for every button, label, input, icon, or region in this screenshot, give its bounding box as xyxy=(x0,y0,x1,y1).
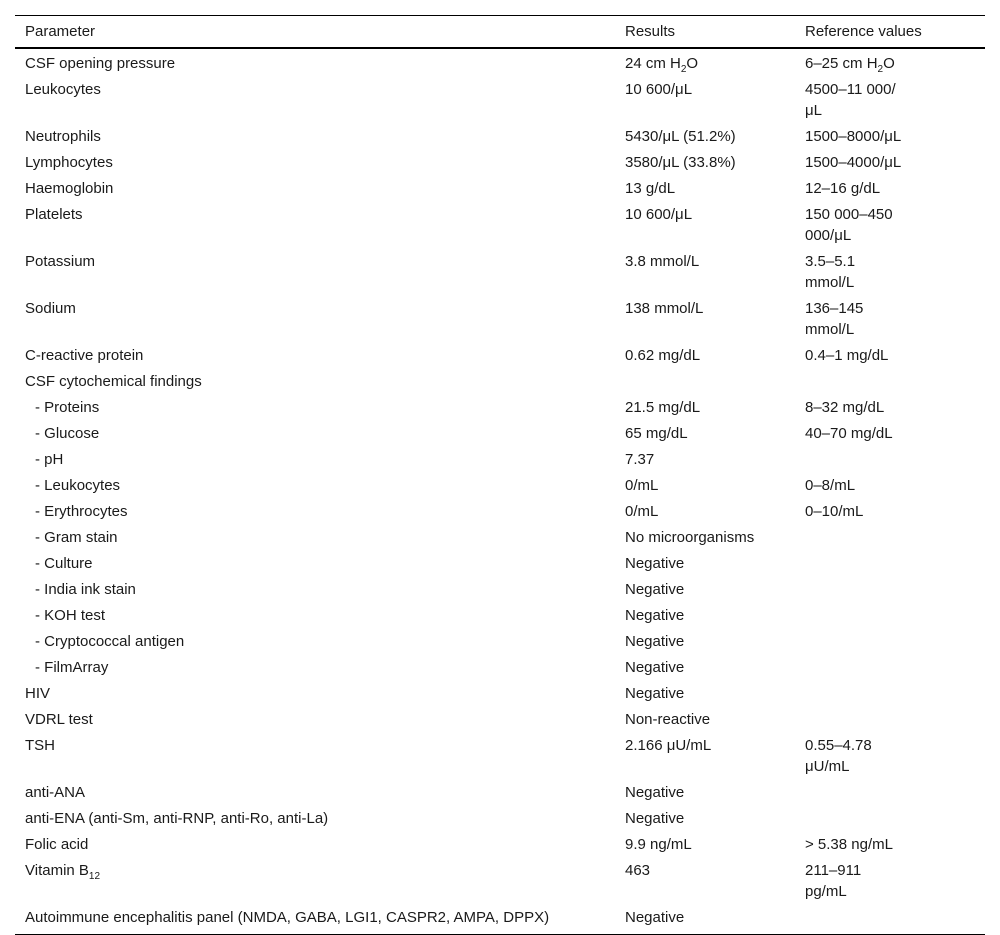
table-row xyxy=(15,707,985,733)
cell-reference: 12–16 g/dL xyxy=(805,180,881,197)
cell-reference: 0.4–1 mg/dL xyxy=(805,347,889,364)
cell-reference: 136–145 mmol/L xyxy=(805,300,864,338)
table-row xyxy=(15,150,985,176)
table-row xyxy=(15,249,985,296)
cell-reference xyxy=(795,525,985,551)
cell-result: No microorganisms xyxy=(625,529,755,546)
header-reference-values: Reference values xyxy=(805,23,922,40)
cell-parameter: Leukocytes xyxy=(25,81,101,98)
cell-result: 2.166 μU/mL xyxy=(625,737,712,754)
table-row-section xyxy=(15,369,985,395)
cell-result: 3580/μL (33.8%) xyxy=(625,154,736,171)
reference-text-after: O xyxy=(883,55,895,72)
cell-parameter xyxy=(15,858,615,905)
cell-result xyxy=(615,48,795,77)
result-text: 24 cm H xyxy=(625,55,681,72)
cell-result: 463 xyxy=(625,862,651,879)
cell-reference: 211–911 pg/mL xyxy=(805,862,862,900)
table-row xyxy=(15,296,985,343)
cell-result: 65 mg/dL xyxy=(625,425,688,442)
cell-result: 3.8 mmol/L xyxy=(625,253,700,270)
cell-reference: > 5.38 ng/mL xyxy=(805,836,893,853)
cell-parameter: Folic acid xyxy=(25,836,89,853)
cell-parameter: - Erythrocytes xyxy=(35,503,128,520)
cell-parameter: - Culture xyxy=(35,555,93,572)
cell-result: Negative xyxy=(625,659,685,676)
cell-reference xyxy=(795,48,985,77)
table-row xyxy=(15,473,985,499)
lab-results-table-container xyxy=(15,15,985,935)
cell-result: 138 mmol/L xyxy=(625,300,704,317)
cell-reference: 1500–4000/μL xyxy=(805,154,902,171)
cell-parameter: VDRL test xyxy=(25,711,93,728)
parameter-text: CSF opening pressure xyxy=(25,55,176,72)
cell-result: 9.9 ng/mL xyxy=(625,836,692,853)
table-row xyxy=(15,124,985,150)
table-row xyxy=(15,905,985,935)
cell-result: 10 600/μL xyxy=(625,206,693,223)
cell-parameter: - KOH test xyxy=(35,607,106,624)
cell-result: 0/mL xyxy=(625,503,659,520)
cell-parameter: - Leukocytes xyxy=(35,477,121,494)
cell-reference xyxy=(795,577,985,603)
header-results: Results xyxy=(625,23,676,40)
reference-text: 6–25 cm H xyxy=(805,55,878,72)
cell-parameter: Sodium xyxy=(25,300,76,317)
cell-parameter: Platelets xyxy=(25,206,83,223)
cell-result: Negative xyxy=(625,909,685,926)
cell-reference: 8–32 mg/dL xyxy=(805,399,885,416)
cell-parameter: TSH xyxy=(25,737,55,754)
header-parameter: Parameter xyxy=(25,23,96,40)
cell-parameter: - Gram stain xyxy=(35,529,118,546)
cell-result: 21.5 mg/dL xyxy=(625,399,701,416)
cell-parameter: Neutrophils xyxy=(25,128,101,145)
cell-reference: 40–70 mg/dL xyxy=(805,425,893,442)
cell-parameter: Potassium xyxy=(25,253,96,270)
cell-result: Negative xyxy=(625,685,685,702)
cell-result: 13 g/dL xyxy=(625,180,676,197)
parameter-subscript: 12 xyxy=(88,871,101,882)
table-header xyxy=(15,16,985,49)
cell-parameter: - pH xyxy=(35,451,64,468)
cell-parameter: - India ink stain xyxy=(35,581,136,598)
cell-parameter: anti-ENA (anti-Sm, anti-RNP, anti-Ro, anti-La) xyxy=(25,810,329,827)
table-body xyxy=(15,48,985,935)
cell-parameter xyxy=(15,48,615,77)
cell-reference xyxy=(795,369,985,395)
table-row xyxy=(15,525,985,551)
table-row xyxy=(15,655,985,681)
cell-reference: 3.5–5.1 mmol/L xyxy=(805,253,856,291)
table-row xyxy=(15,629,985,655)
cell-reference: 4500–11 000/μL xyxy=(805,81,896,119)
cell-result: Non-reactive xyxy=(625,711,711,728)
cell-result: 7.37 xyxy=(625,451,655,468)
cell-result: 0.62 mg/dL xyxy=(625,347,701,364)
cell-reference xyxy=(795,603,985,629)
table-row xyxy=(15,48,985,77)
cell-reference xyxy=(795,905,985,935)
table-row xyxy=(15,499,985,525)
cell-result: 0/mL xyxy=(625,477,659,494)
cell-parameter: anti-ANA xyxy=(25,784,86,801)
cell-reference xyxy=(795,681,985,707)
cell-reference: 0.55–4.78 μU/mL xyxy=(805,737,872,775)
cell-reference: 0–8/mL xyxy=(805,477,856,494)
table-row xyxy=(15,733,985,780)
cell-result: Negative xyxy=(625,607,685,624)
table-row xyxy=(15,176,985,202)
cell-reference xyxy=(795,551,985,577)
table-row xyxy=(15,447,985,473)
table-row xyxy=(15,421,985,447)
cell-parameter: - FilmArray xyxy=(35,659,109,676)
cell-result xyxy=(615,369,795,395)
cell-reference: 1500–8000/μL xyxy=(805,128,902,145)
cell-result: Negative xyxy=(625,784,685,801)
cell-parameter: HIV xyxy=(25,685,51,702)
table-row xyxy=(15,551,985,577)
cell-reference: 150 000–450 000/μL xyxy=(805,206,893,244)
table-row xyxy=(15,806,985,832)
cell-reference xyxy=(795,447,985,473)
table-row xyxy=(15,832,985,858)
table-row xyxy=(15,395,985,421)
cell-parameter: Haemoglobin xyxy=(25,180,114,197)
cell-result: Negative xyxy=(625,555,685,572)
cell-reference xyxy=(795,707,985,733)
cell-parameter: - Cryptococcal antigen xyxy=(35,633,185,650)
lab-results-table xyxy=(15,15,985,935)
cell-parameter: Autoimmune encephalitis panel (NMDA, GABA, LGI1, CASPR2, AMPA, DPPX) xyxy=(25,909,550,926)
table-row xyxy=(15,681,985,707)
cell-parameter: CSF cytochemical findings xyxy=(25,373,202,390)
table-row xyxy=(15,603,985,629)
cell-parameter: C-reactive protein xyxy=(25,347,144,364)
cell-parameter: - Glucose xyxy=(35,425,100,442)
result-text-after: O xyxy=(686,55,699,72)
cell-result: Negative xyxy=(625,810,685,827)
cell-result: 10 600/μL xyxy=(625,81,693,98)
cell-reference xyxy=(795,655,985,681)
cell-reference xyxy=(795,806,985,832)
cell-result: Negative xyxy=(625,581,685,598)
cell-result: 5430/μL (51.2%) xyxy=(625,128,736,145)
header-row xyxy=(15,16,985,49)
table-row xyxy=(15,780,985,806)
parameter-text: Vitamin B xyxy=(25,862,89,879)
table-row xyxy=(15,858,985,905)
reference-subscript: 2 xyxy=(877,64,884,75)
table-row xyxy=(15,577,985,603)
table-row xyxy=(15,77,985,124)
cell-reference xyxy=(795,629,985,655)
table-row xyxy=(15,343,985,369)
result-subscript: 2 xyxy=(680,64,687,75)
cell-reference: 0–10/mL xyxy=(805,503,864,520)
cell-result: Negative xyxy=(625,633,685,650)
cell-parameter: Lymphocytes xyxy=(25,154,113,171)
cell-parameter: - Proteins xyxy=(35,399,100,416)
cell-reference xyxy=(795,780,985,806)
table-row xyxy=(15,202,985,249)
